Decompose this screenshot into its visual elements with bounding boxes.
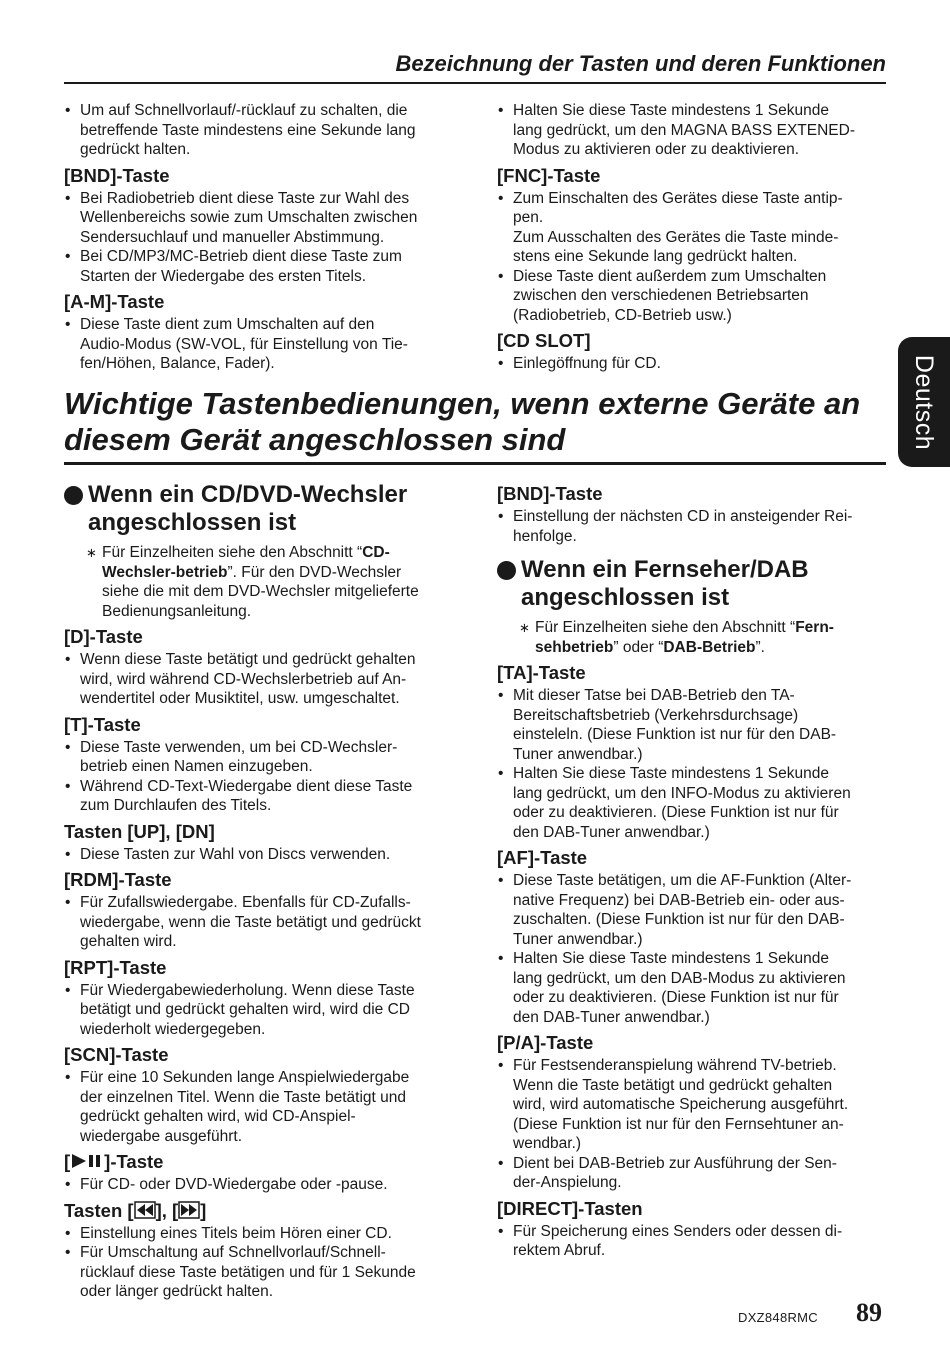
- list-item: • Einstellung der nächsten CD in ansteigender Rei- henfolge.: [497, 507, 887, 546]
- top-left-column: [64, 101, 456, 374]
- list-item: • Bei CD/MP3/MC-Betrieb dient diese Taste zum Starten der Wiedergabe des ersten Titels.: [64, 247, 456, 286]
- am-heading: [A-M]-Taste: [64, 291, 165, 312]
- list-item: • Zum Einschalten des Gerätes diese Taste antip- pen. Zum Ausschalten des Gerätes die Taste minde- stens eine Sekunde lang gedrückt halten.: [497, 189, 887, 267]
- direct-heading: [DIRECT]-Tasten: [497, 1197, 643, 1219]
- skip-back-icon: [134, 1201, 156, 1219]
- top-right-column: [497, 101, 887, 374]
- list-item: • Halten Sie diese Taste mindestens 1 Sekunde lang gedrückt, um den INFO-Modus zu aktivieren oder zu deaktivieren. (Diese Funktion ist nur für den DAB-Tuner anwendbar.): [497, 764, 887, 842]
- play-pause-icon: [70, 1153, 104, 1169]
- list-item: • Dient bei DAB-Betrieb zur Ausführung der Sen- der-Anspielung.: [497, 1154, 887, 1193]
- list-item: • Diese Taste dient außerdem zum Umschalten zwischen den verschiedenen Betriebsarten (Radiobetrieb, CD-Betrieb usw.): [497, 267, 887, 326]
- bullet-dot-icon: [64, 486, 83, 505]
- list-item: • Einstellung eines Titels beim Hören einer CD.: [64, 1224, 456, 1244]
- play-pause-heading: [ ]-Taste: [64, 1151, 164, 1172]
- section-title-tv-dab: Wenn ein Fernseher/DAB angeschlossen ist: [497, 556, 887, 612]
- list-item: • Für eine 10 Sekunden lange Anspielwiedergabe der einzelnen Titel. Wenn die Taste betätigt und gedrückt gehalten wird, wid CD-Anspiel- wiedergabe ausgeführt.: [64, 1068, 456, 1146]
- af-heading: [AF]-Taste: [497, 847, 588, 868]
- list-item: • Einlegöffnung für CD.: [497, 354, 887, 374]
- list-item: • Wenn diese Taste betätigt und gedrückt gehalten wird, wird während CD-Wechslerbetrieb auf An- wendertitel oder Musiktitel, usw. umgeschaltet.: [64, 650, 456, 709]
- list-item: • Halten Sie diese Taste mindestens 1 Sekunde lang gedrückt, um den MAGNA BASS EXTENED- Modus zu aktivieren oder zu deaktivieren.: [497, 101, 887, 160]
- cd-slot-heading: [CD SLOT]: [497, 330, 591, 351]
- bottom-right-column: [497, 483, 887, 1261]
- list-item: • Diese Taste betätigen, um die AF-Funktion (Alter- native Frequenz) bei DAB-Betrieb ein- oder aus- zuschalten. (Diese Funktion ist nur für den DAB- Tuner anwendbar.): [497, 871, 887, 949]
- skip-forward-icon: [178, 1201, 200, 1219]
- t-heading: [T]-Taste: [64, 713, 141, 735]
- rpt-heading: [RPT]-Taste: [64, 956, 167, 978]
- bnd-heading: [BND]-Taste: [64, 164, 170, 186]
- list-item: • Halten Sie diese Taste mindestens 1 Sekunde lang gedrückt, um den DAB-Modus zu aktivieren oder zu deaktivieren. (Diese Funktion ist nur für den DAB-Tuner anwendbar.): [497, 949, 887, 1027]
- skip-heading: Tasten [ ], [ ]: [64, 1199, 207, 1221]
- main-title: Wichtige Tastenbedienungen, wenn externe Geräte an diesem Gerät angeschlossen sind: [64, 386, 886, 465]
- rdm-heading: [RDM]-Taste: [64, 869, 172, 890]
- list-item: • Für Speicherung eines Senders oder dessen di- rektem Abruf.: [497, 1222, 887, 1261]
- list-item: • Für Umschaltung auf Schnellvorlauf/Schnell- rücklauf diese Taste betätigen und für 1 Sekunde oder länger gedrückt halten.: [64, 1243, 456, 1302]
- list-item: • Diese Tasten zur Wahl von Discs verwenden.: [64, 845, 456, 865]
- asterisk-icon: ∗: [519, 620, 530, 635]
- list-item: • Diese Taste dient zum Umschalten auf den Audio-Modus (SW-VOL, für Einstellung von Tie- fen/Höhen, Balance, Fader).: [64, 315, 456, 374]
- list-item: • Diese Taste verwenden, um bei CD-Wechsler- betrieb einen Namen einzugeben.: [64, 738, 456, 777]
- pa-heading: [P/A]-Taste: [497, 1032, 594, 1053]
- list-item: • Für Festsenderanspielung während TV-betrieb. Wenn die Taste betätigt und gedrückt gehalten wird, wird automatische Speicherung ausgeführt. (Diese Funktion ist nur für den Fernsehtuner an- wendbar.): [497, 1056, 887, 1154]
- list-item: • Um auf Schnellvorlauf/-rücklauf zu schalten, die betreffende Taste mindestens eine Sekunde lang gedrückt halten.: [64, 101, 456, 160]
- bullet-dot-icon: [497, 561, 516, 580]
- asterisk-icon: ∗: [86, 545, 97, 560]
- list-item: • Für Wiedergabewiederholung. Wenn diese Taste betätigt und gedrückt gehalten wird, wird die CD wiederholt wiedergegeben.: [64, 981, 456, 1040]
- footer-model: DXZ848RMC: [738, 1310, 818, 1325]
- scn-heading: [SCN]-Taste: [64, 1044, 169, 1065]
- note: ∗ Für Einzelheiten siehe den Abschnitt “CD- Wechsler-betrieb”. Für den DVD-Wechsler siehe die mit dem DVD-Wechsler mitgelieferte Bedienungsanleitung.: [86, 544, 419, 620]
- language-tab: [898, 337, 950, 467]
- language-tab-label: Deutsch: [910, 354, 939, 450]
- list-item: • Während CD-Text-Wiedergabe dient diese Taste zum Durchlaufen des Titels.: [64, 777, 456, 816]
- list-item: • Mit dieser Tatse bei DAB-Betrieb den TA- Bereitschaftsbetrieb (Verkehrsdurchsage) einsteleln. (Diese Funktion ist nur für den DAB- Tuner anwendbar.): [497, 686, 887, 764]
- ta-heading: [TA]-Taste: [497, 662, 586, 683]
- list-item: • Für Zufallswiedergabe. Ebenfalls für CD-Zufalls- wiedergabe, wenn die Taste betätigt und gedrückt gehalten wird.: [64, 893, 456, 952]
- list-item: • Bei Radiobetrieb dient diese Taste zur Wahl des Wellenbereichs sowie zum Umschalten zwischen Sendersuchlauf und manueller Abstimmung.: [64, 189, 456, 248]
- list-item: • Für CD- oder DVD-Wiedergabe oder -pause.: [64, 1175, 456, 1195]
- up-dn-heading: Tasten [UP], [DN]: [64, 820, 215, 842]
- running-head: Bezeichnung der Tasten und deren Funktionen: [64, 52, 886, 84]
- bnd-heading: [BND]-Taste: [497, 483, 603, 504]
- fnc-heading: [FNC]-Taste: [497, 164, 601, 186]
- page-number: 89: [856, 1298, 882, 1327]
- section-title-cd-dvd: Wenn ein CD/DVD-Wechsler angeschlossen ist: [64, 481, 456, 537]
- bottom-left-column: [64, 481, 456, 1302]
- d-heading: [D]-Taste: [64, 626, 143, 647]
- note: ∗ Für Einzelheiten siehe den Abschnitt “Fern- sehbetrieb” oder “DAB-Betrieb”.: [519, 619, 834, 656]
